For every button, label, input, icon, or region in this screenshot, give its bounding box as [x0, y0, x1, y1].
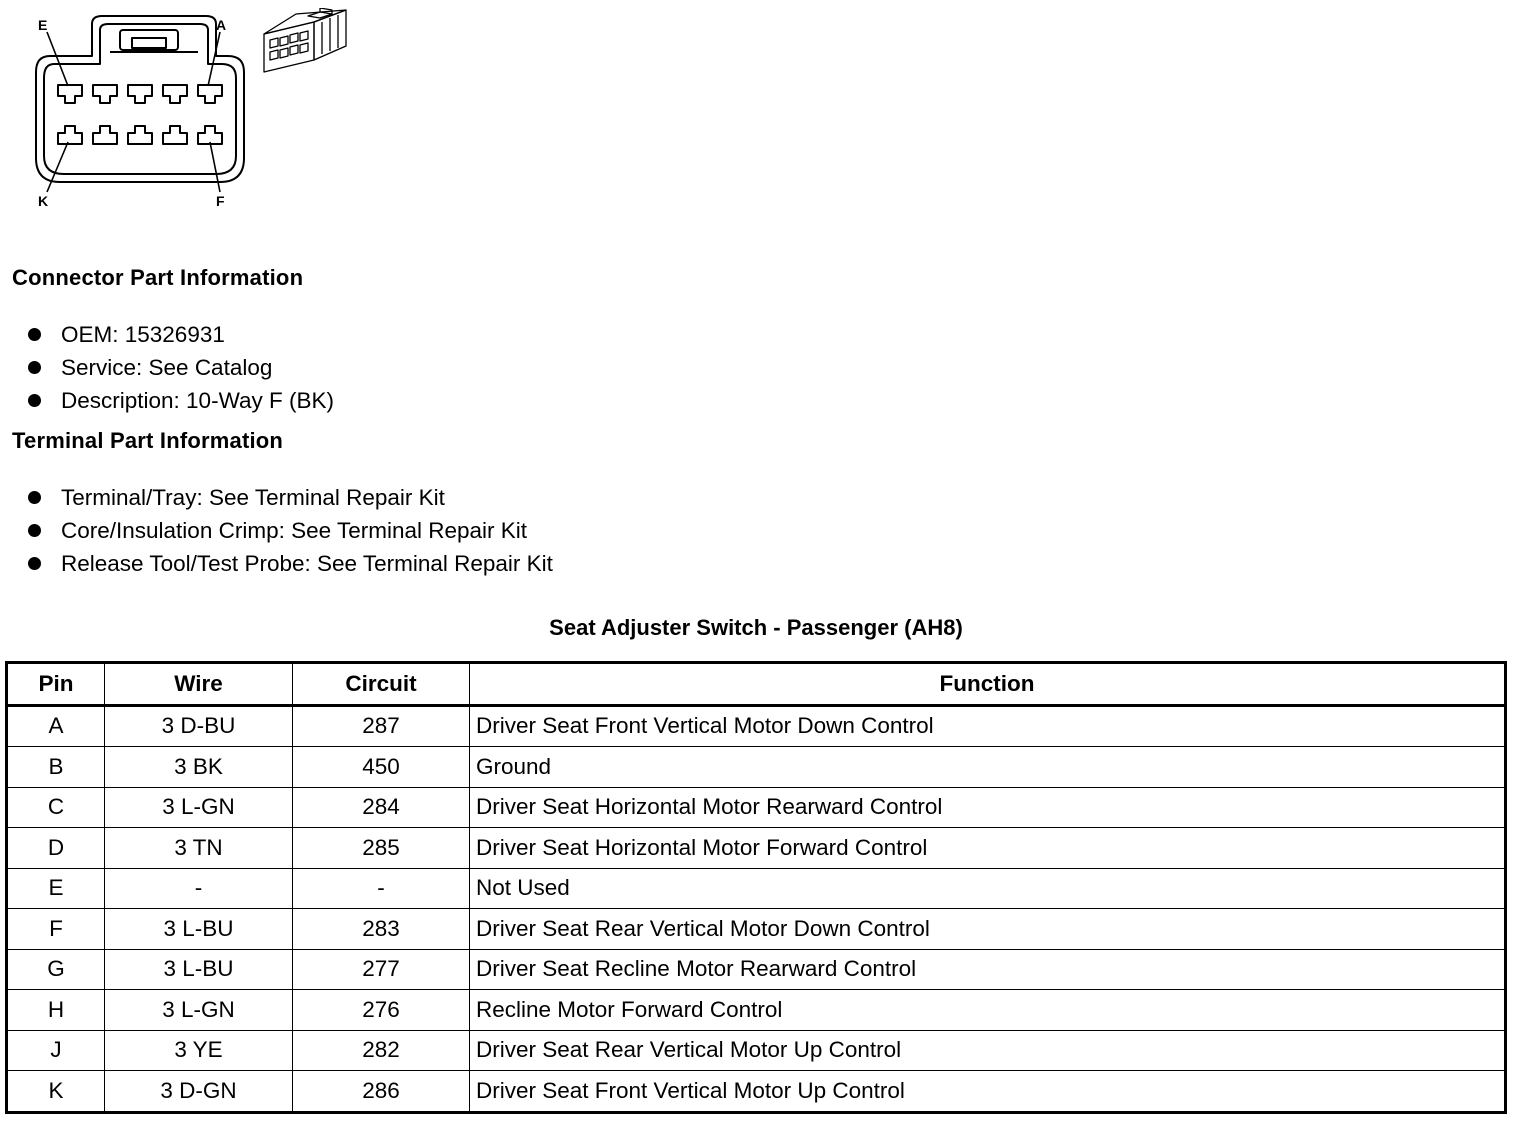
cell-circuit: 287 — [293, 705, 470, 747]
cell-circuit: - — [293, 868, 470, 909]
bullet-icon — [28, 394, 41, 407]
cell-wire: 3 D-BU — [105, 705, 293, 747]
cell-wire: 3 TN — [105, 828, 293, 869]
pin-label-a: A — [216, 17, 227, 33]
table-row — [7, 868, 1506, 909]
bullet-icon — [28, 524, 41, 537]
list-item — [28, 547, 553, 580]
list-item-text: Core/Insulation Crimp: See Terminal Repair Kit — [61, 517, 528, 543]
cell-function: Driver Seat Rear Vertical Motor Down Control — [470, 909, 1506, 950]
bullet-icon — [28, 557, 41, 570]
cell-pin: F — [7, 909, 105, 950]
cell-circuit: 282 — [293, 1030, 470, 1071]
list-item-text: Service: See Catalog — [61, 354, 273, 380]
cell-pin: K — [7, 1071, 105, 1113]
cell-circuit: 276 — [293, 990, 470, 1031]
cell-function: Driver Seat Front Vertical Motor Up Control — [470, 1071, 1506, 1113]
connector-part-info-list — [28, 318, 334, 417]
header-circuit: Circuit — [293, 663, 470, 706]
table-row — [7, 990, 1506, 1031]
header-wire: Wire — [105, 663, 293, 706]
bottom-row-terminals — [58, 126, 222, 144]
bullet-icon — [28, 328, 41, 341]
table-header-row — [7, 663, 1506, 706]
connector-face-diagram — [20, 8, 270, 213]
cell-circuit: 277 — [293, 949, 470, 990]
table-row — [7, 1071, 1506, 1113]
header-function: Function — [470, 663, 1506, 706]
terminal-part-info-heading: Terminal Part Information — [12, 428, 284, 453]
cell-wire: 3 L-GN — [105, 990, 293, 1031]
cell-circuit: 450 — [293, 747, 470, 788]
list-item — [28, 351, 334, 384]
list-item-text: OEM: 15326931 — [61, 321, 225, 347]
cell-pin: B — [7, 747, 105, 788]
table-row — [7, 828, 1506, 869]
top-row-terminals — [58, 85, 222, 103]
bullet-icon — [28, 491, 41, 504]
cell-wire: 3 L-GN — [105, 787, 293, 828]
list-item-text: Terminal/Tray: See Terminal Repair Kit — [61, 484, 445, 510]
list-item — [28, 318, 334, 351]
table-row — [7, 787, 1506, 828]
list-item-text: Release Tool/Test Probe: See Terminal Repair Kit — [61, 550, 553, 576]
connector-part-info-heading: Connector Part Information — [12, 265, 304, 290]
cell-wire: - — [105, 868, 293, 909]
list-item — [28, 384, 334, 417]
cell-circuit: 285 — [293, 828, 470, 869]
cell-function: Driver Seat Front Vertical Motor Down Control — [470, 705, 1506, 747]
cell-wire: 3 YE — [105, 1030, 293, 1071]
cell-wire: 3 D-GN — [105, 1071, 293, 1113]
table-row — [7, 909, 1506, 950]
cell-function: Not Used — [470, 868, 1506, 909]
cell-pin: E — [7, 868, 105, 909]
table-row — [7, 705, 1506, 747]
cell-pin: H — [7, 990, 105, 1031]
pin-label-f: F — [216, 193, 225, 209]
cell-pin: C — [7, 787, 105, 828]
table-row — [7, 949, 1506, 990]
cell-circuit: 286 — [293, 1071, 470, 1113]
cell-function: Driver Seat Recline Motor Rearward Control — [470, 949, 1506, 990]
cell-wire: 3 L-BU — [105, 909, 293, 950]
list-item — [28, 514, 553, 547]
table-row — [7, 1030, 1506, 1071]
cell-wire: 3 L-BU — [105, 949, 293, 990]
list-item — [28, 481, 553, 514]
cell-circuit: 284 — [293, 787, 470, 828]
cell-function: Driver Seat Horizontal Motor Rearward Control — [470, 787, 1506, 828]
pin-label-k: K — [38, 193, 49, 209]
pinout-table-title: Seat Adjuster Switch - Passenger (AH8) — [549, 615, 963, 640]
pin-label-e: E — [38, 17, 48, 33]
cell-function: Recline Motor Forward Control — [470, 990, 1506, 1031]
cell-function: Driver Seat Rear Vertical Motor Up Control — [470, 1030, 1506, 1071]
cell-function: Driver Seat Horizontal Motor Forward Control — [470, 828, 1506, 869]
cell-wire: 3 BK — [105, 747, 293, 788]
header-pin: Pin — [7, 663, 105, 706]
terminal-part-info-list — [28, 481, 553, 580]
cell-function: Ground — [470, 747, 1506, 788]
cell-pin: D — [7, 828, 105, 869]
cell-pin: G — [7, 949, 105, 990]
connector-isometric-illustration — [258, 8, 358, 80]
bullet-icon — [28, 361, 41, 374]
table-row — [7, 747, 1506, 788]
cell-circuit: 283 — [293, 909, 470, 950]
cell-pin: A — [7, 705, 105, 747]
cell-pin: J — [7, 1030, 105, 1071]
pinout-table — [5, 661, 1507, 1114]
list-item-text: Description: 10-Way F (BK) — [61, 387, 334, 413]
